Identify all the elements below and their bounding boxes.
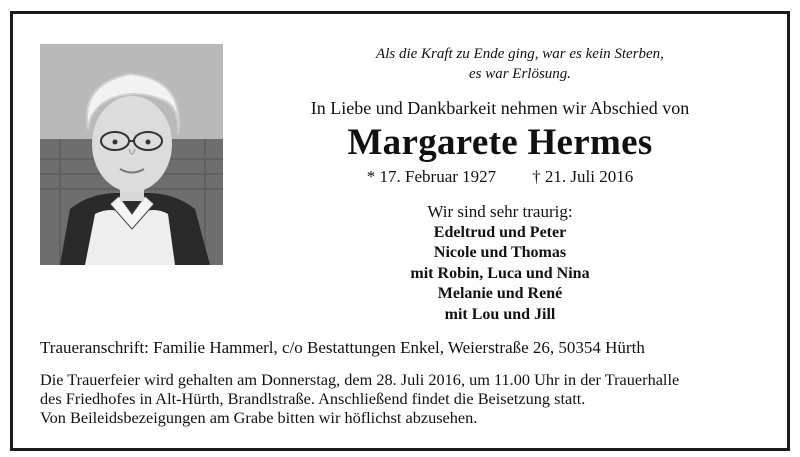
mourner-line: mit Lou und Jill (444, 305, 556, 323)
ceremony-line: des Friedhofes in Alt-Hürth, Brandlstraße. Anschließend findet die Beisetzung statt. (40, 389, 586, 408)
ceremony-line: Von Beileidsbezeigungen am Grabe bitten wir höflichst abzusehen. (40, 408, 478, 427)
portrait-icon (40, 44, 223, 265)
birth-date: * 17. Februar 1927 (366, 167, 497, 186)
mourner-line: mit Robin, Luca und Nina (410, 264, 590, 282)
motto-line-2: es war Erlösung. (468, 66, 572, 82)
death-date: † 21. Juli 2016 (532, 167, 634, 186)
farewell-intro: In Liebe und Dankbarkeit nehmen wir Abschied von (310, 98, 690, 118)
portrait-photo (40, 44, 223, 265)
condolence-address: Traueranschrift: Familie Hammerl, c/o Bestattungen Enkel, Weierstraße 26, 50354 Hürth (40, 338, 645, 357)
deceased-name: Margarete Hermes (347, 122, 653, 163)
ceremony-info (40, 370, 679, 427)
mourners-list (250, 202, 750, 326)
life-dates (250, 166, 750, 188)
mourner-line: Edeltrud und Peter (433, 223, 567, 241)
mourner-line: Melanie und René (437, 285, 563, 303)
motto-line-1: Als die Kraft zu Ende ging, war es kein Sterben, (376, 46, 664, 62)
ceremony-line: Die Trauerfeier wird gehalten am Donnerstag, dem 28. Juli 2016, um 11.00 Uhr in der Trauerhalle (40, 370, 680, 389)
motto (290, 44, 750, 84)
mourner-line: Nicole und Thomas (433, 244, 567, 262)
mourners-intro: Wir sind sehr traurig: (427, 202, 573, 221)
